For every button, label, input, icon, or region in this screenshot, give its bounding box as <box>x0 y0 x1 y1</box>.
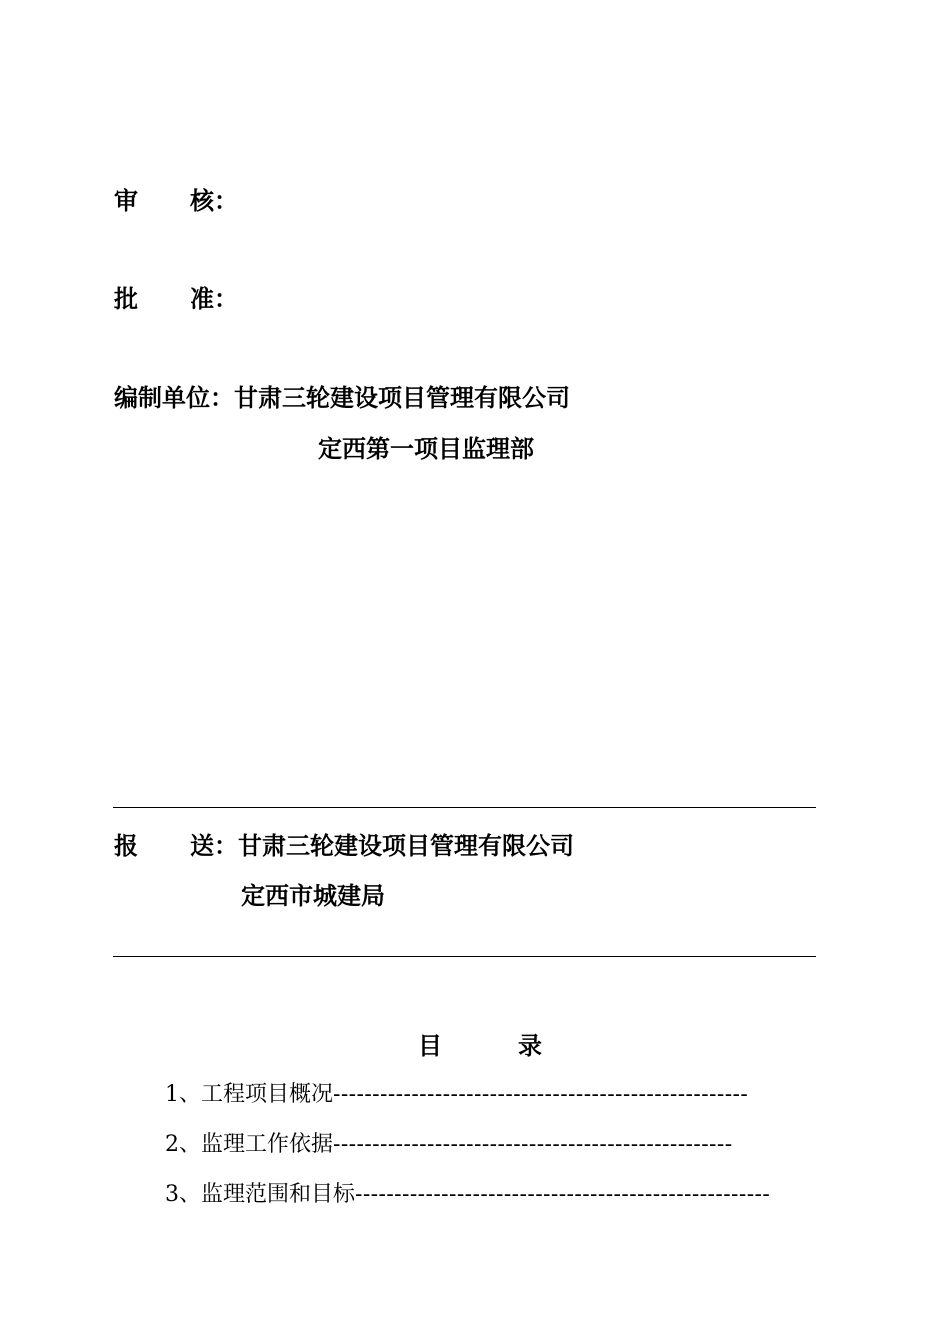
toc-item-2[interactable] <box>165 1130 733 1160</box>
toc-item-text: 监理范围和目标 <box>201 1182 356 1207</box>
toc-title <box>418 1031 542 1061</box>
toc-item-text: 工程项目概况 <box>201 1082 334 1107</box>
toc-item-number: 1、 <box>165 1082 201 1107</box>
report-to-recipient-1: 甘肃三轮建设项目管理有限公司 <box>238 831 574 860</box>
compiler-row <box>114 383 570 413</box>
report-to-recipient-2: 定西市城建局 <box>241 881 385 910</box>
toc-item-leader: ----------------------------------------------------- <box>355 1182 771 1207</box>
review-label-first: 审 <box>114 186 138 215</box>
approve-label-second: 准： <box>190 284 238 313</box>
review-label-second: 核： <box>190 186 238 215</box>
toc-title-first: 目 <box>418 1031 442 1060</box>
toc-item-number: 2、 <box>165 1132 201 1157</box>
toc-title-second: 录 <box>518 1031 542 1060</box>
report-to-row <box>114 831 574 861</box>
review-row <box>114 186 238 216</box>
toc-item-1[interactable] <box>165 1080 748 1110</box>
approve-label-first: 批 <box>114 284 138 313</box>
toc-item-leader: ----------------------------------------------------- <box>333 1082 749 1107</box>
compiler-org-name: 甘肃三轮建设项目管理有限公司 <box>234 383 570 412</box>
report-to-label-first: 报 <box>114 831 138 860</box>
report-to-label-second: 送： <box>190 831 238 860</box>
divider-top <box>113 807 816 808</box>
approve-row <box>114 284 238 314</box>
toc-item-leader: --------------------------------------------------- <box>333 1132 733 1157</box>
toc-item-number: 3、 <box>165 1182 201 1207</box>
compiler-label: 编制单位： <box>114 383 234 412</box>
toc-item-3[interactable] <box>165 1180 770 1210</box>
compiler-department: 定西第一项目监理部 <box>318 434 534 463</box>
divider-bottom <box>113 956 816 957</box>
toc-item-text: 监理工作依据 <box>201 1132 334 1157</box>
